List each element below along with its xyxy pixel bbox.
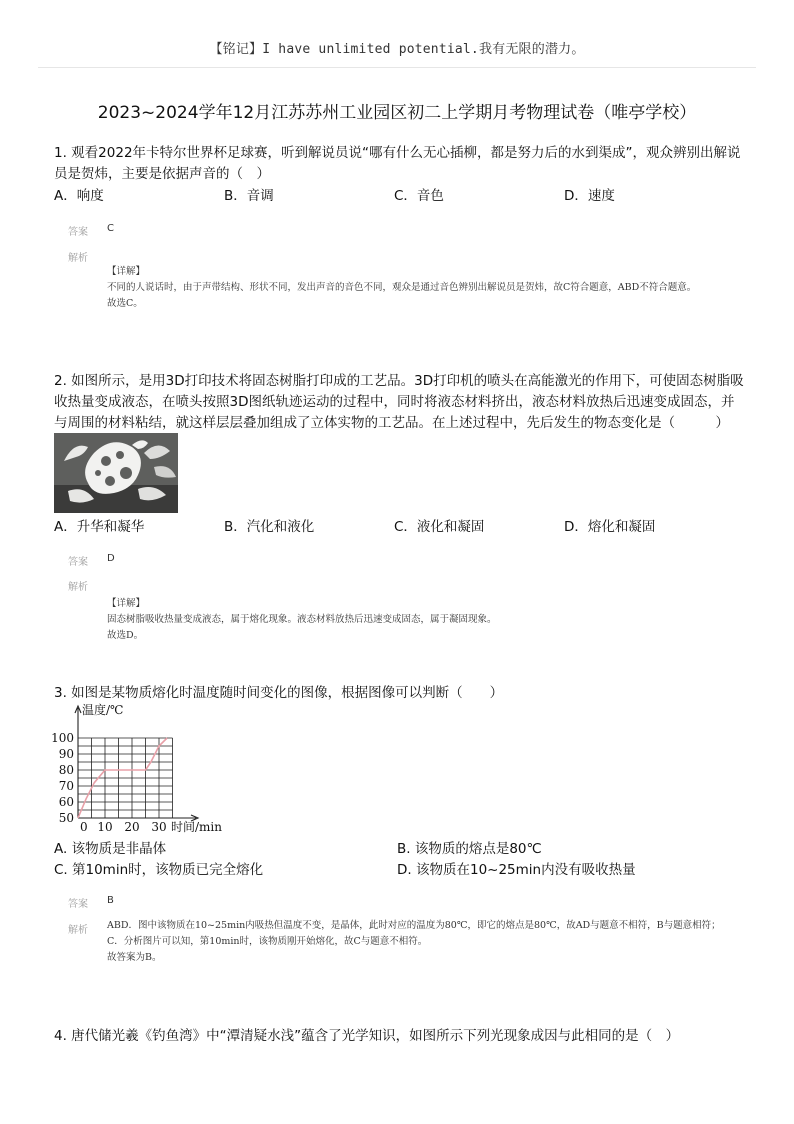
q3-exp-line: C．分析图片可以知，第10min时，该物质刚开始熔化，故C与题意不相符。	[107, 936, 428, 947]
q1-answer: C	[107, 223, 114, 234]
y-tick-label: 50	[58, 811, 74, 825]
q3-exp-line: ABD．图中该物质在10~25min内吸热但温度不变，是晶体，此时对应的温度为80℃，即它的熔点是80℃，故AD与题意不相符，B与题意相符；	[107, 920, 721, 931]
q1-exp-line: 不同的人说话时，由于声带结构、形状不同，发出声音的音色不同，观众是通过音色辨别出解说员是贺炜，故C符合题意，ABD不符合题意。	[107, 282, 697, 293]
chart-axes	[75, 706, 198, 821]
q1-option-d[interactable]: D．速度	[564, 188, 615, 204]
q3-answer: B	[107, 895, 114, 906]
q1-option-b[interactable]: B．音调	[224, 188, 274, 204]
q2-option-b[interactable]: B．汽化和液化	[224, 519, 315, 535]
q2-option-d[interactable]: D．熔化和凝固	[564, 519, 656, 535]
y-tick-label: 60	[58, 795, 74, 809]
question-4-stem: 4. 唐代储光羲《钓鱼湾》中“潭清疑水浅”蕴含了光学知识，如图所示下列光现象成因与此相同的是（ ）	[54, 1028, 680, 1044]
q2-option-c[interactable]: C．液化和凝固	[394, 519, 485, 535]
exam-title: 2023~2024学年12月江苏苏州工业园区初二上学期月考物理试卷（唯亭学校）	[97, 103, 697, 123]
question-1-options	[54, 184, 754, 204]
question-2-options	[54, 515, 754, 535]
x-tick-label: 0	[80, 820, 88, 834]
x-tick-label: 20	[124, 820, 140, 834]
q2-analysis-label: 解析	[68, 582, 88, 593]
q1-option-c[interactable]: C．音色	[394, 188, 444, 204]
q2-exp-line: 【详解】	[107, 598, 146, 609]
q1-analysis-label: 解析	[68, 253, 88, 264]
chart-grid	[78, 738, 173, 818]
q3-option-a[interactable]: A. 该物质是非晶体	[54, 841, 167, 857]
q1-exp-line: 【详解】	[107, 266, 146, 277]
q3-answer-label: 答案	[68, 899, 88, 910]
y-axis-label: 温度/℃	[82, 703, 124, 717]
y-tick-label: 100	[51, 731, 74, 745]
3d-print-illustration	[54, 433, 178, 513]
q1-exp-line: 故选C。	[107, 298, 143, 309]
q3-option-d[interactable]: D. 该物质在10~25min内没有吸收热量	[397, 862, 636, 878]
q2-answer-label: 答案	[68, 557, 88, 568]
y-tick-label: 80	[58, 763, 74, 777]
q2-answer: D	[107, 553, 115, 564]
q3-option-c[interactable]: C. 第10min时，该物质已完全熔化	[54, 862, 264, 878]
q1-answer-label: 答案	[68, 227, 88, 238]
q3-explanation	[107, 918, 727, 966]
q1-option-a[interactable]: A．响度	[54, 188, 104, 204]
q2-explanation	[107, 596, 727, 644]
q3-option-b[interactable]: B. 该物质的熔点是80℃	[397, 841, 542, 857]
q3-exp-line: 故答案为B。	[107, 952, 162, 963]
motto-banner: 【铭记】I have unlimited potential.我有无限的潜力。	[209, 42, 585, 57]
q2-option-a[interactable]: A．升华和凝华	[54, 519, 145, 535]
q2-exp-line: 故选D。	[107, 630, 144, 641]
question-3-options-row-2	[54, 858, 754, 878]
3d-printed-artwork-photo	[54, 433, 178, 513]
y-tick-label: 70	[58, 779, 74, 793]
melting-temperature-chart	[51, 702, 234, 836]
x-axis-label: 时间/min	[171, 820, 222, 834]
q1-explanation	[107, 264, 727, 312]
x-tick-label: 30	[151, 820, 167, 834]
x-tick-label: 10	[97, 820, 113, 834]
question-3-stem: 3. 如图是某物质熔化时温度随时间变化的图像，根据图像可以判断（ ）	[54, 685, 504, 701]
q3-analysis-label: 解析	[68, 925, 88, 936]
question-2-stem: 2. 如图所示，是用3D打印技术将固态树脂打印成的工艺品。3D打印机的喷头在高能激光的作用下，可使固态树脂吸收热量变成液态，在喷头按照3D图纸轨迹运动的过程中，同时将液态材料挤出，液态材料放热后迅速变成固态，并与周围的材料粘结，就这样层层叠加组成了立体实物的工艺品。在上述过程中，先后发生的物态变化是（ ）	[54, 373, 744, 431]
q2-exp-line: 固态树脂吸收热量变成液态，属于熔化现象。液态材料放热后迅速变成固态，属于凝固现象。	[107, 614, 497, 625]
question-1-stem: 1. 观看2022年卡特尔世界杯足球赛，听到解说员说“哪有什么无心插柳，都是努力后的水到渠成”，观众辨别出解说员是贺炜，主要是依据声音的（ ）	[54, 145, 741, 182]
y-tick-label: 90	[58, 747, 74, 761]
header-divider	[38, 67, 756, 68]
question-3-options-row-1	[54, 837, 754, 857]
